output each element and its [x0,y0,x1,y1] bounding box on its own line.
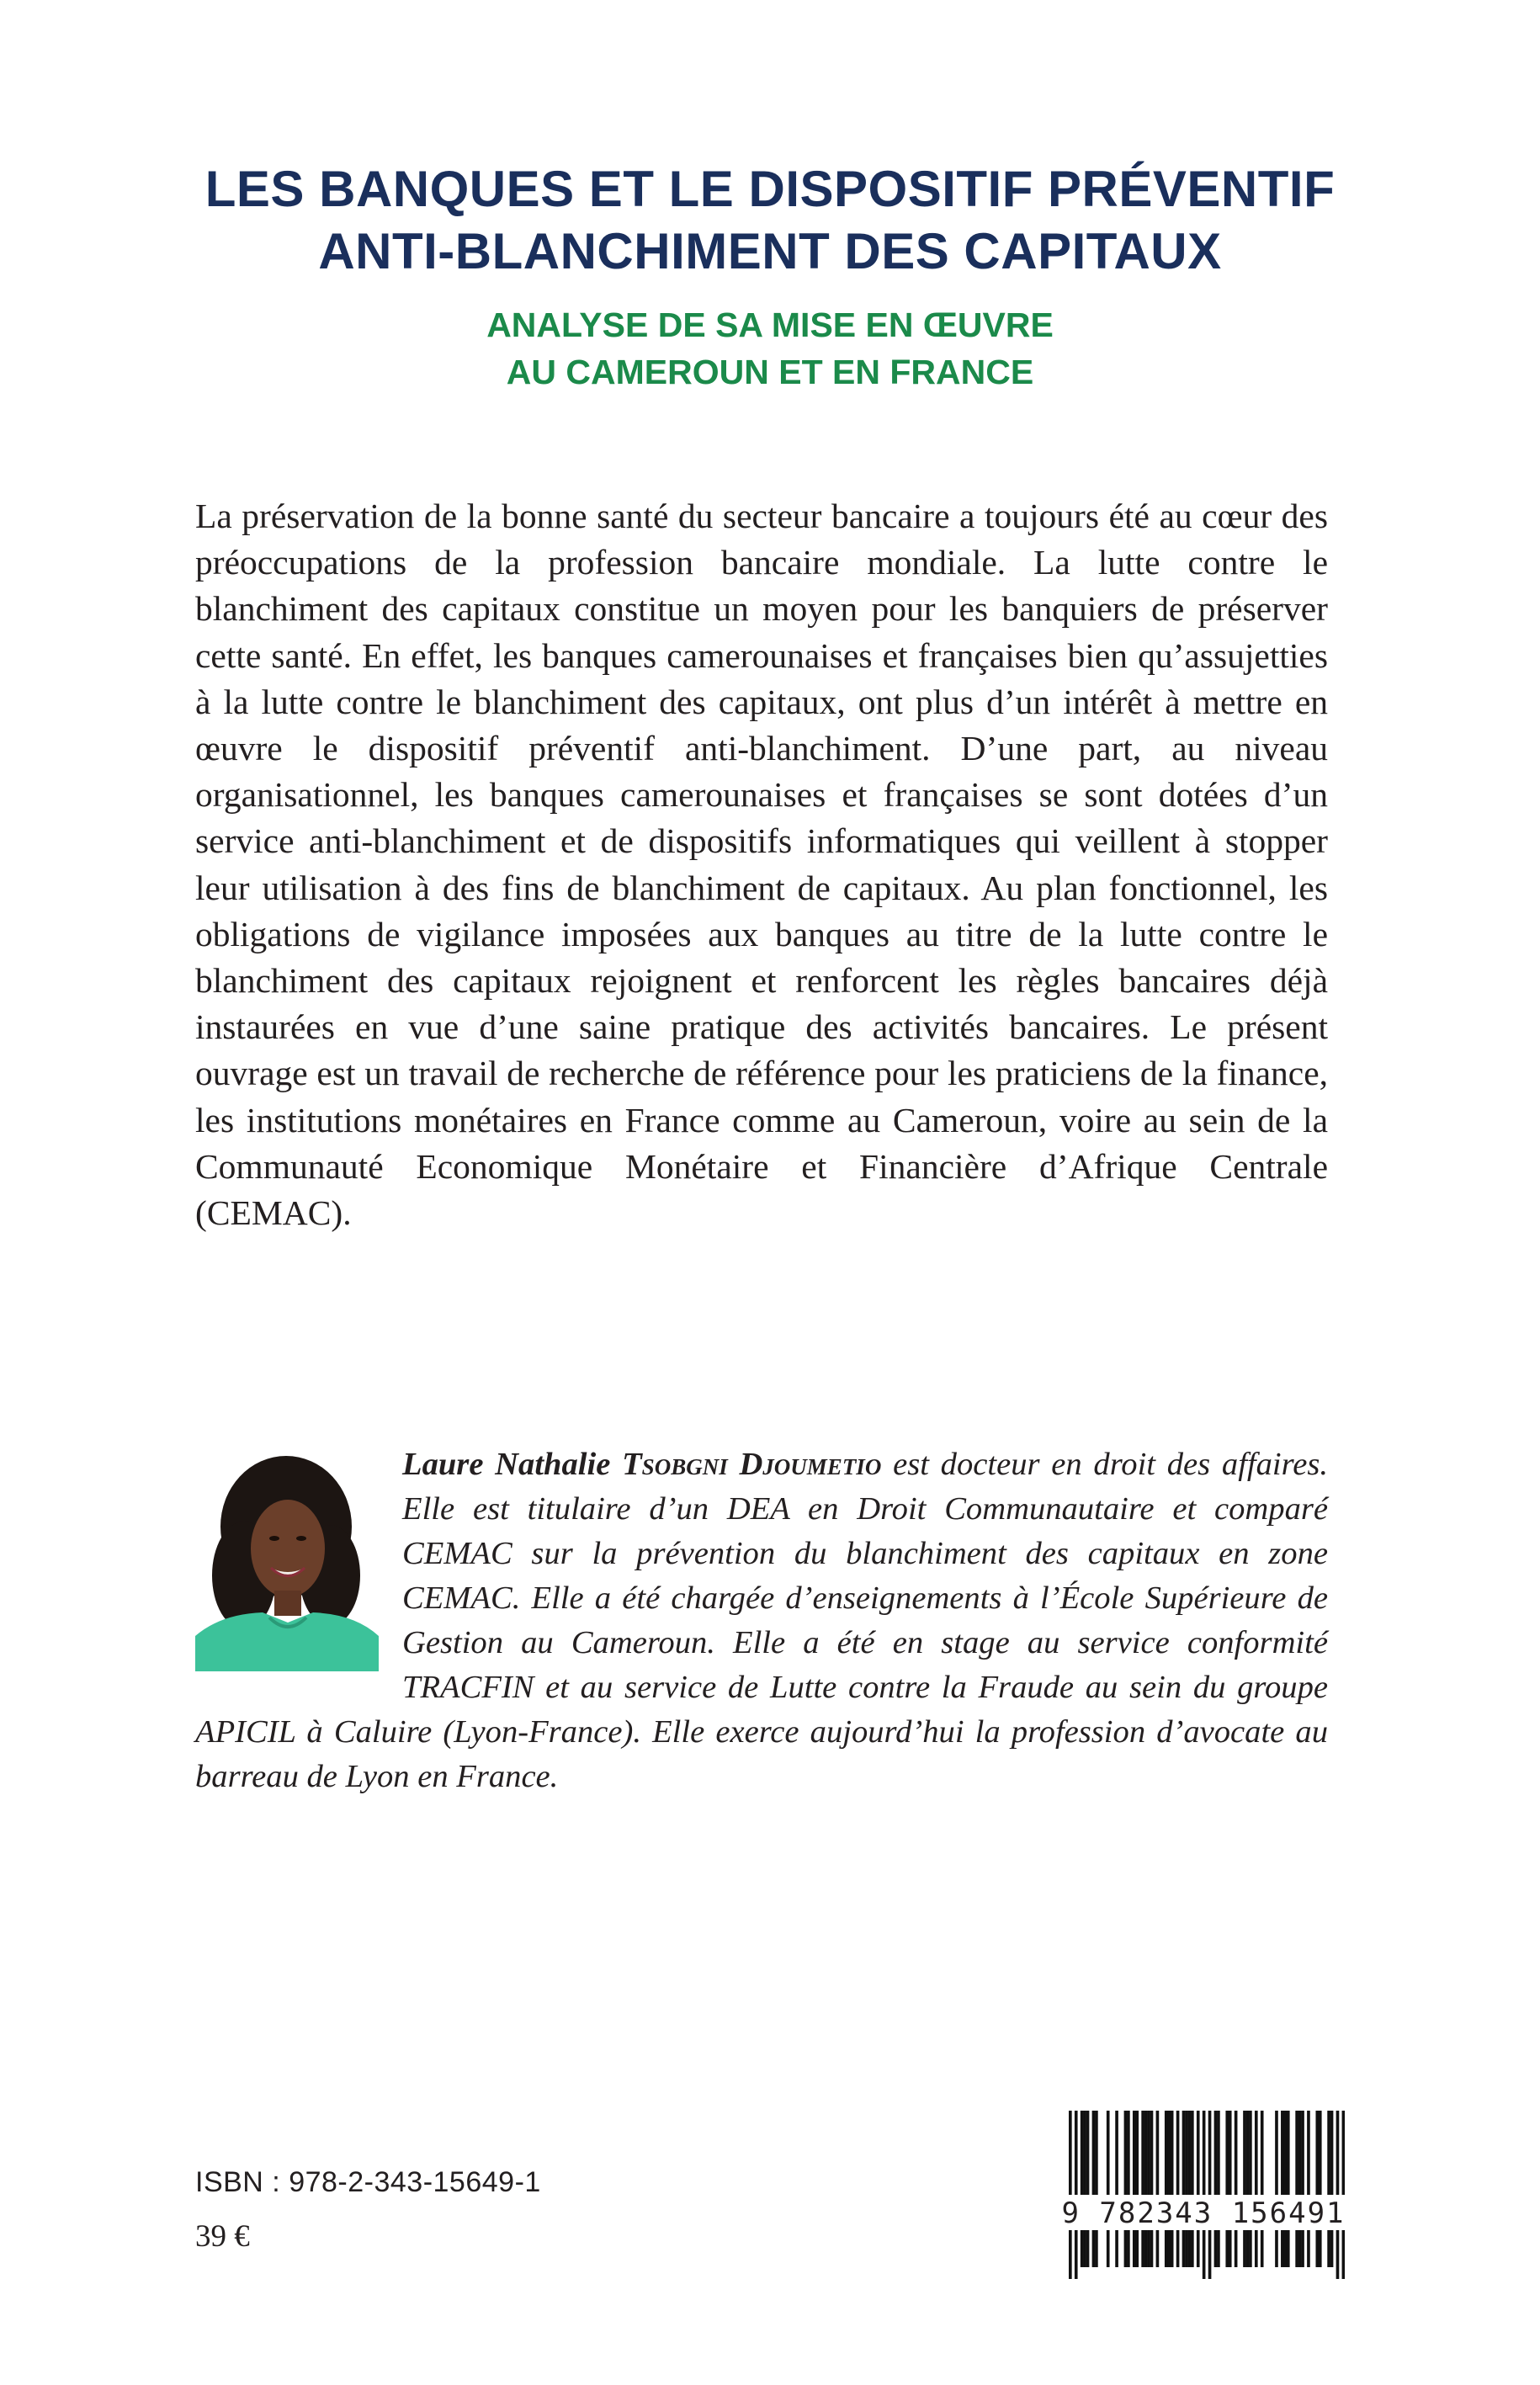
barcode-bar [1301,2111,1304,2267]
barcode-bar [1095,2111,1098,2267]
barcode-bar [1191,2111,1194,2267]
barcode-bar [1197,2111,1200,2267]
barcode-bar [1165,2111,1168,2267]
barcode-bar [1147,2111,1150,2267]
barcode-bar [1185,2111,1188,2267]
author-surname: Tsobgni Djoumetio [622,1447,882,1482]
barcode-bar [1295,2111,1298,2267]
barcode-bar [1275,2111,1278,2267]
barcode-bar [1217,2111,1220,2267]
barcode-bar [1167,2111,1171,2267]
barcode-bar [1176,2111,1180,2267]
barcode-bar [1225,2111,1229,2267]
book-title [0,158,1540,283]
barcode-bar [1287,2111,1290,2267]
barcode-bar [1086,2111,1090,2267]
barcode-bar [1235,2111,1238,2267]
barcode-bar [1156,2111,1160,2267]
barcode-bar [1115,2111,1118,2267]
barcode-bar [1141,2111,1144,2267]
barcode-bar [1081,2111,1084,2267]
barcode-bar [1107,2111,1110,2267]
author-bio [195,1442,1328,1799]
barcode-bar [1127,2111,1130,2267]
barcode-bar [1135,2111,1139,2267]
book-subtitle-line-2: AU CAMEROUN ET EN FRANCE [506,353,1034,391]
barcode-bar [1229,2111,1232,2267]
barcode-bar [1243,2111,1246,2267]
book-title-line-2: ANTI-BLANCHIMENT DES CAPITAUX [318,223,1222,279]
barcode-bar [1083,2111,1086,2267]
barcode-bar [1327,2111,1330,2267]
book-subtitle-line-1: ANALYSE DE SA MISE EN ŒUVRE [486,305,1054,344]
barcode-bar [1150,2111,1154,2267]
barcode-bar [1188,2111,1192,2267]
price: 39 € [195,2219,250,2254]
book-summary: La préservation de la bonne santé du secteur bancaire a toujours été au cœur des préoccupations de la profession bancaire mondiale. La lutte contre le blanchiment des capitaux constitue un moyen pour les banquiers de préserver cette santé. En effet, les banques camerounaises et françaises bien qu’assujetties à la lutte contre le blanchiment des capitaux, ont plus d’un intérêt à mettre en œuvre le dispositif préventif anti-blanchiment. D’une part, au niveau organisationnel, les banques camerounaises et françaises se sont dotées d’un service anti-blanchiment et de dispositifs informatiques qui veillent à stopper leur utilisation à des fins de blanchiment de capitaux. Au plan fonctionnel, les obligations de vigilance imposées aux banques au titre de la lutte contre le blanchiment des capitaux rejoignent et renforcent les règles bancaires déjà instaurées en vue d’une saine pratique des activités bancaires. Le présent ouvrage est un travail de recherche de référence pour les praticiens de la finance, les institutions monétaires en France comme au Cameroun, voire au sein de la Communauté Economique Monétaire et Financière d’Afrique Centrale (CEMAC). [195,497,1328,1233]
barcode-bar [1214,2111,1218,2267]
barcode-bar [1330,2111,1334,2267]
barcode-bar [1298,2111,1302,2267]
author-bio-text: est docteur en droit des affaires. Elle est titulaire d’un DEA en Droit Communautaire et comparé CEMAC sur la prévention du blanchiment des capitaux en zone CEMAC. Elle a été chargée d’enseignements à l’École Supérieure de Gestion au Cameroun. Elle a été en stage au service conformité TRACFIN et au service de Lutte contre la Fraude au sein du groupe APICIL à Caluire (Lyon-France). Elle exerce aujourd’hui la profession d’avocate au barreau de Lyon en France. [195,1447,1329,1794]
book-subtitle [0,301,1540,396]
barcode-bar [1319,2111,1322,2267]
barcode-number: 9 782343 156491 [1052,2195,1355,2230]
barcode-bar [1133,2111,1136,2267]
barcode-bar [1315,2111,1319,2267]
barcode-bar [1144,2111,1148,2267]
author-portrait-icon [195,1449,379,1671]
barcode-bar [1261,2111,1264,2267]
barcode-bar [1255,2111,1258,2267]
barcode-bar [1124,2111,1128,2267]
author-first-names: Laure Nathalie [402,1447,611,1482]
isbn: ISBN : 978-2-343-15649-1 [195,2166,541,2198]
barcode-bar [1249,2111,1252,2267]
barcode-bar [1307,2111,1310,2267]
barcode-bar [1171,2111,1174,2267]
barcode-bar [1283,2111,1287,2267]
barcode-bar [1092,2111,1096,2267]
book-title-line-1: LES BANQUES ET LE DISPOSITIF PRÉVENTIF [204,161,1336,217]
barcode-bar [1182,2111,1186,2267]
barcode-bar [1246,2111,1250,2267]
barcode-bar [1281,2111,1284,2267]
